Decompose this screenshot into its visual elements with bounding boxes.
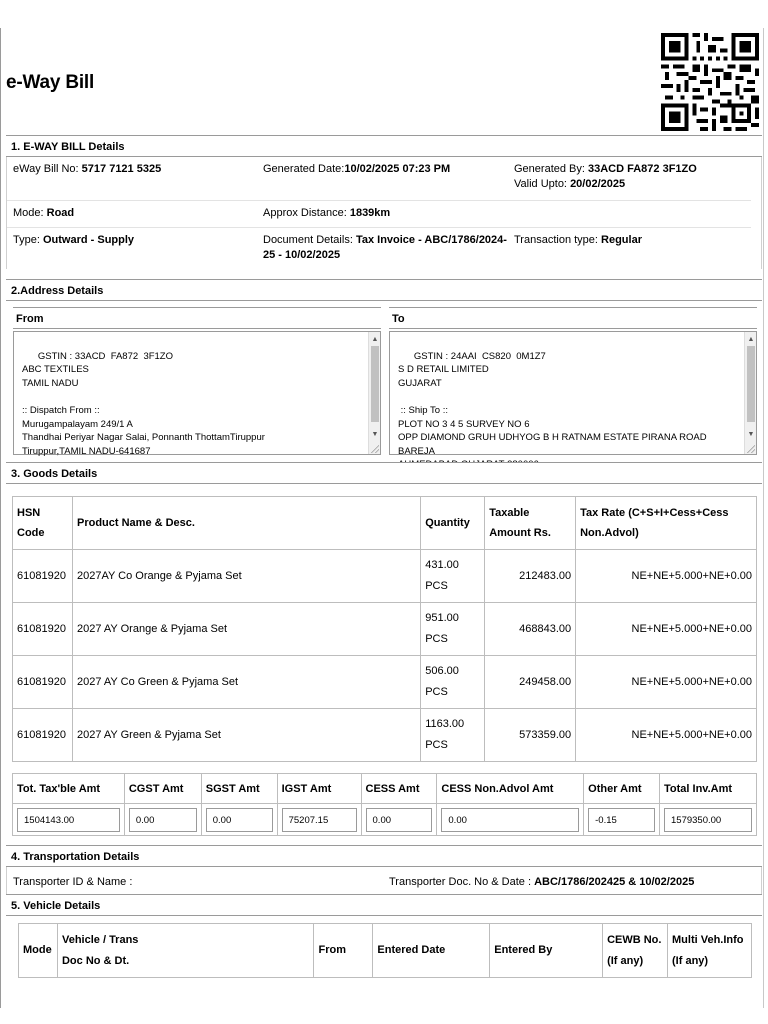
address-details xyxy=(6,307,762,457)
address-from xyxy=(13,307,381,455)
igst-header: IGST Amt xyxy=(277,774,361,804)
hsn-cell: 61081920 xyxy=(13,709,73,762)
page-title: e-Way Bill xyxy=(6,72,95,93)
resize-handle-icon[interactable] xyxy=(371,445,379,453)
ewb-row-3 xyxy=(7,228,751,269)
vehicle-doc-header xyxy=(57,924,313,978)
mode-header: Mode xyxy=(19,924,58,978)
other-amt-cell xyxy=(584,804,660,836)
cgst-field[interactable]: 0.00 xyxy=(129,808,197,832)
table-row xyxy=(13,550,757,603)
label: eWay Bill No: xyxy=(13,163,82,175)
from-header: From xyxy=(314,924,373,978)
label: Approx Distance: xyxy=(263,207,350,219)
value: 25 - 10/02/2025 xyxy=(263,249,341,261)
cess-cell xyxy=(361,804,437,836)
label: Valid Upto: xyxy=(514,178,571,190)
product-cell: 2027 AY Orange & Pyjama Set xyxy=(72,603,420,656)
total-taxable-cell xyxy=(13,804,125,836)
qty-value: 1163.00 xyxy=(425,718,465,730)
taxable-header-l2: Amount Rs. xyxy=(489,527,551,539)
total-inv-field[interactable]: 1579350.00 xyxy=(664,808,752,832)
from-scrollbar[interactable] xyxy=(368,332,380,454)
ewb-transaction-type xyxy=(514,233,642,248)
quantity-cell xyxy=(421,603,485,656)
quantity-cell xyxy=(421,550,485,603)
col-taxable xyxy=(485,497,576,550)
ewb-row-2 xyxy=(7,201,751,228)
address-details-heading: 2.Address Details xyxy=(6,279,762,301)
tax-rate-cell: NE+NE+5.000+NE+0.00 xyxy=(576,656,757,709)
cgst-cell xyxy=(124,804,201,836)
veh-header-l2: Doc No & Dt. xyxy=(61,954,130,967)
other-amt-field[interactable]: -0.15 xyxy=(588,808,655,832)
col-hsn xyxy=(13,497,73,550)
vehicle-table xyxy=(18,923,752,978)
totals-value-row xyxy=(13,804,757,836)
total-taxable-header: Tot. Tax'ble Amt xyxy=(13,774,125,804)
label: Document Details: xyxy=(263,234,356,246)
cess-nonadvol-cell xyxy=(437,804,584,836)
igst-cell xyxy=(277,804,361,836)
value: Road xyxy=(46,207,75,219)
taxable-cell: 468843.00 xyxy=(485,603,576,656)
scroll-thumb[interactable] xyxy=(747,346,755,422)
ewb-type xyxy=(13,233,134,248)
vehicle-header-row xyxy=(19,924,752,978)
value: 10/02/2025 07:23 PM xyxy=(344,163,451,175)
table-row xyxy=(13,709,757,762)
label: Type: xyxy=(13,234,43,246)
total-inv-header: Total Inv.Amt xyxy=(660,774,757,804)
value: 33ACD FA872 3F1ZO xyxy=(588,163,697,175)
totals-header-row xyxy=(13,774,757,804)
sgst-field[interactable]: 0.00 xyxy=(206,808,273,832)
transporter-doc xyxy=(389,875,694,890)
qty-value: 506.00 xyxy=(425,665,459,677)
label: Generated By: xyxy=(514,163,588,175)
ewb-details-heading: 1. E-WAY BILL Details xyxy=(6,135,762,157)
quantity-cell xyxy=(421,656,485,709)
goods-details-heading: 3. Goods Details xyxy=(6,462,762,484)
cewb-header-l1: CEWB No. xyxy=(607,933,662,946)
col-product: Product Name & Desc. xyxy=(72,497,420,550)
taxable-cell: 249458.00 xyxy=(485,656,576,709)
value: Tax Invoice - ABC/1786/2024- xyxy=(355,234,507,246)
product-cell: 2027 AY Co Green & Pyjama Set xyxy=(72,656,420,709)
other-amt-header: Other Amt xyxy=(584,774,660,804)
product-cell: 2027AY Co Orange & Pyjama Set xyxy=(72,550,420,603)
multi-header-l2: (If any) xyxy=(672,954,709,967)
to-address-textarea[interactable] xyxy=(389,331,757,455)
from-address-textarea[interactable] xyxy=(13,331,381,455)
multi-header-l1: Multi Veh.Info xyxy=(672,933,744,946)
cess-nonadvol-header: CESS Non.Advol Amt xyxy=(437,774,584,804)
value: ABC/1786/202425 & 10/02/2025 xyxy=(534,876,695,888)
to-scrollbar[interactable] xyxy=(744,332,756,454)
total-inv-cell xyxy=(660,804,757,836)
taxable-header-l1: Taxable xyxy=(489,507,530,519)
cess-header: CESS Amt xyxy=(361,774,437,804)
qty-value: 431.00 xyxy=(425,559,459,571)
hsn-header-l1: HSN xyxy=(17,507,41,519)
hsn-cell: 61081920 xyxy=(13,656,73,709)
goods-table xyxy=(12,496,757,762)
cess-nonadvol-field[interactable]: 0.00 xyxy=(441,808,579,832)
from-address-text: GSTIN : 33ACD FA872 3F1ZO ABC TEXTILES TAMIL NADU :: Dispatch From :: Murugampalayam 249/1 A Thandhai Periyar Nagar Salai, Ponnanth ThottamTiruppur Tiruppur,TAMIL NADU-641687 xyxy=(22,350,265,457)
value: Outward - Supply xyxy=(42,234,135,246)
ewb-generated-by xyxy=(514,162,697,192)
sgst-cell xyxy=(201,804,277,836)
to-address-text: GSTIN : 24AAI CS820 0M1Z7 S D RETAIL LIMITED GUJARAT :: Ship To :: PLOT NO 3 4 5 SURVEY NO 6 OPP DIAMOND GRUH UDHYOG B H RATNAM ESTATE PIRANA ROAD BAREJA xyxy=(398,350,707,457)
ewb-generated-date xyxy=(263,162,450,177)
ewb-mode xyxy=(13,206,74,221)
cewb-header xyxy=(603,924,668,978)
rate-header-l1: Tax Rate (C+S+I+Cess+Cess xyxy=(580,507,729,519)
quantity-cell xyxy=(421,709,485,762)
totals-table xyxy=(12,773,757,836)
cewb-header-l2: (If any) xyxy=(607,954,644,967)
entered-by-header: Entered By xyxy=(490,924,603,978)
ewb-row-1 xyxy=(7,157,751,201)
veh-header-l1: Vehicle / Trans xyxy=(61,933,139,946)
qty-unit: PCS xyxy=(425,686,448,698)
hsn-header-l2: Code xyxy=(17,527,45,539)
from-label: From xyxy=(13,307,381,329)
vehicle-details-heading: 5. Vehicle Details xyxy=(6,894,762,916)
scroll-down-icon[interactable]: ▼ xyxy=(747,431,755,439)
qty-unit: PCS xyxy=(425,739,448,751)
table-row xyxy=(13,656,757,709)
transport-details-heading: 4. Transportation Details xyxy=(6,845,762,867)
entered-date-header: Entered Date xyxy=(373,924,490,978)
product-cell: 2027 AY Green & Pyjama Set xyxy=(72,709,420,762)
scroll-up-icon[interactable]: ▲ xyxy=(371,336,379,343)
hsn-cell: 61081920 xyxy=(13,603,73,656)
page-border-left xyxy=(0,28,1,1008)
table-row xyxy=(13,603,757,656)
ewb-bill-no xyxy=(13,162,161,177)
rate-header-l2: Non.Advol) xyxy=(580,527,639,539)
cess-field[interactable]: 0.00 xyxy=(366,808,433,832)
transporter-id-label: Transporter ID & Name : xyxy=(13,876,133,888)
ewb-details xyxy=(6,157,762,269)
qty-unit: PCS xyxy=(425,580,448,592)
tax-rate-cell: NE+NE+5.000+NE+0.00 xyxy=(576,550,757,603)
taxable-cell: 212483.00 xyxy=(485,550,576,603)
ewb-document-details xyxy=(263,233,507,263)
goods-header-row xyxy=(13,497,757,550)
hsn-cell: 61081920 xyxy=(13,550,73,603)
qty-unit: PCS xyxy=(425,633,448,645)
resize-handle-icon[interactable] xyxy=(747,445,755,453)
value: 1839km xyxy=(349,207,391,219)
col-quantity: Quantity xyxy=(421,497,485,550)
total-taxable-field[interactable]: 1504143.00 xyxy=(17,808,120,832)
transport-details xyxy=(6,867,762,895)
qr-code xyxy=(658,33,762,131)
scroll-thumb[interactable] xyxy=(371,346,379,422)
page-border-right xyxy=(763,28,764,1008)
qty-value: 951.00 xyxy=(425,612,459,624)
scroll-down-icon[interactable]: ▼ xyxy=(371,431,379,439)
label: Transporter Doc. No & Date : xyxy=(389,876,535,888)
value: Regular xyxy=(601,234,642,246)
label: Transaction type: xyxy=(514,234,602,246)
multi-veh-header xyxy=(668,924,752,978)
to-label: To xyxy=(389,307,757,329)
taxable-cell: 573359.00 xyxy=(485,709,576,762)
ewb-distance xyxy=(263,206,390,221)
tax-rate-cell: NE+NE+5.000+NE+0.00 xyxy=(576,709,757,762)
tax-rate-cell: NE+NE+5.000+NE+0.00 xyxy=(576,603,757,656)
cgst-header: CGST Amt xyxy=(124,774,201,804)
sgst-header: SGST Amt xyxy=(201,774,277,804)
label: Generated Date: xyxy=(263,163,345,175)
col-tax-rate xyxy=(576,497,757,550)
value: 5717 7121 5325 xyxy=(81,163,162,175)
scroll-up-icon[interactable]: ▲ xyxy=(747,336,755,343)
address-to xyxy=(389,307,757,455)
igst-field[interactable]: 75207.15 xyxy=(282,808,357,832)
label: Mode: xyxy=(13,207,47,219)
value: 20/02/2025 xyxy=(570,178,626,190)
